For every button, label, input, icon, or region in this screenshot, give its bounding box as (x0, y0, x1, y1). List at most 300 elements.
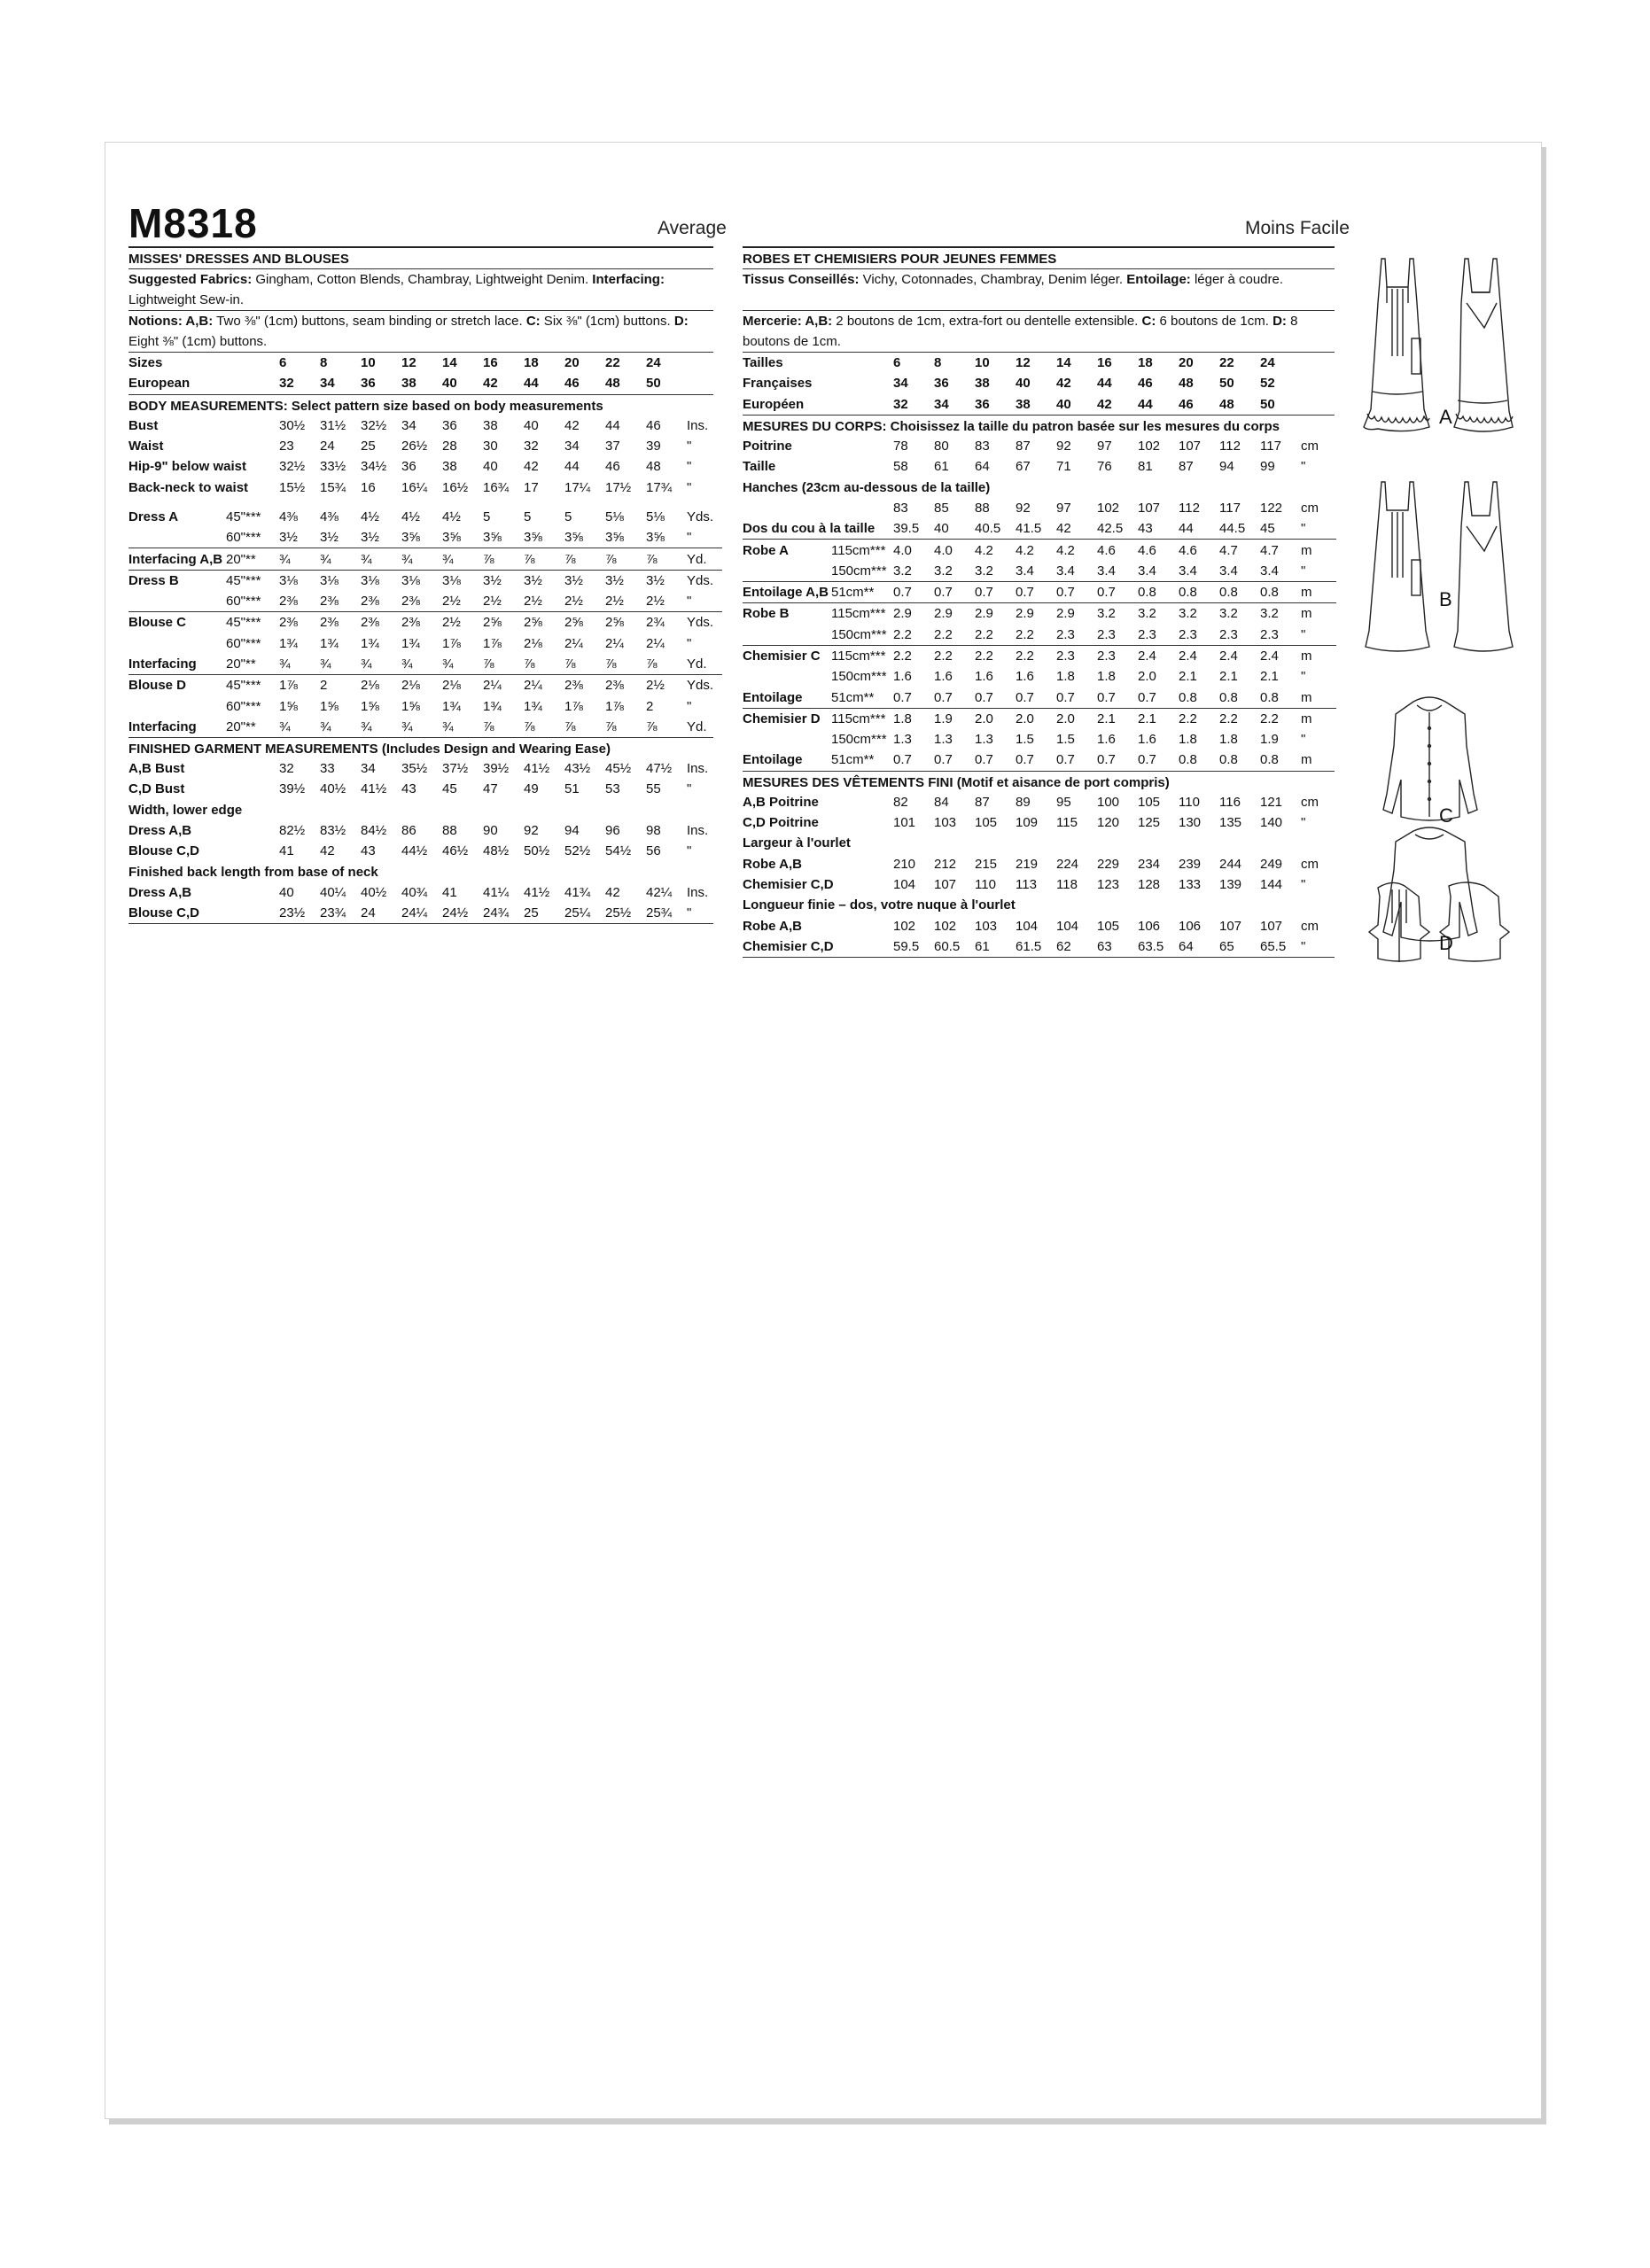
value-cell: 95 (1056, 794, 1071, 810)
value-cell: 244 (1219, 856, 1242, 872)
value-cell: 30 (483, 439, 498, 454)
value-cell: 1.8 (1219, 732, 1238, 748)
row-label: Dos du cou à la taille (743, 521, 876, 537)
value-cell: 2⅝ (524, 612, 564, 633)
unit-cell: " (687, 843, 692, 859)
value-cell: 48 (646, 459, 661, 475)
value-cell: 24½ (442, 905, 469, 921)
value-cell: 42 (605, 884, 620, 900)
value-cell: 37 (605, 439, 620, 454)
value-cell: 4.6 (1179, 540, 1219, 561)
value-cell: 2⅜ (279, 594, 298, 610)
row-label: Européen (743, 396, 805, 412)
value-cell: 98 (646, 823, 661, 839)
value-cell: 40.5 (975, 521, 1001, 537)
unit-cell: Yd. (687, 656, 707, 672)
row-label: Longueur finie – dos, votre nuque à l'ourlet (743, 897, 1016, 913)
value-cell: 102 (893, 918, 916, 934)
value-cell: 5 (483, 509, 491, 524)
value-cell: 2.2 (1016, 645, 1056, 666)
value-cell: 40½ (361, 884, 387, 900)
value-cell: 2¼ (646, 635, 665, 651)
value-cell: 17¼ (564, 479, 591, 495)
value-cell: 135 (1219, 815, 1242, 831)
value-cell: 88 (975, 500, 990, 516)
fabric-width: 60"*** (226, 698, 261, 714)
row-label (128, 591, 226, 612)
value-cell: 97 (1097, 439, 1112, 454)
unit-cell: m (1301, 645, 1336, 666)
table-row (743, 540, 1336, 561)
value-cell: 87 (1016, 439, 1031, 454)
unit-cell: " (1301, 459, 1306, 475)
table-row (743, 477, 1336, 497)
value-cell: 1.3 (893, 732, 912, 748)
french-yardage-table (743, 539, 1336, 770)
value-cell: 1.9 (934, 708, 975, 729)
value-cell: 1⅞ (605, 698, 624, 714)
value-cell: 45 (1260, 521, 1275, 537)
row-label: Françaises (743, 376, 813, 392)
value-cell: 118 (1056, 876, 1078, 892)
blouse-c-back-sketch (1383, 827, 1477, 941)
value-cell: 0.7 (1056, 581, 1097, 602)
value-cell: 24¾ (483, 905, 510, 921)
value-cell: 83 (893, 500, 908, 516)
value-cell: 4½ (442, 509, 461, 524)
value-cell: 2.3 (1219, 626, 1238, 642)
french-fabrics: Tissus Conseillés: Vichy, Cotonnades, Chambray, Denim léger. Entoilage: léger à coudre. (743, 272, 1284, 287)
value-cell: 3⅝ (524, 530, 542, 546)
table-row (128, 436, 722, 456)
row-label: Dress B (128, 570, 226, 591)
table-row (743, 625, 1336, 646)
value-cell: ⅞ (646, 718, 658, 734)
value-cell: 123 (1097, 876, 1120, 892)
value-cell: 3.4 (1056, 563, 1075, 579)
value-cell: 36 (934, 376, 949, 392)
row-label: Poitrine (743, 439, 792, 454)
value-cell: 1.9 (1260, 732, 1279, 748)
value-cell: 110 (1179, 794, 1200, 810)
value-cell: 43 (1138, 521, 1153, 537)
value-cell: 47½ (646, 761, 673, 777)
value-cell: 1⅝ (401, 698, 420, 714)
fabric-width: 150cm*** (831, 732, 887, 748)
row-label (743, 729, 831, 750)
value-cell: 41½ (361, 781, 387, 797)
value-cell: 2½ (646, 675, 687, 696)
english-finished-table (128, 758, 722, 923)
value-cell: 4½ (401, 509, 420, 524)
french-body-heading: MESURES DU CORPS: Choisissez la taille du patron basée sur les mesures du corps (743, 418, 1280, 434)
fabric-width: 20"** (226, 548, 279, 570)
value-cell: 2.2 (934, 626, 953, 642)
value-cell: ¾ (401, 718, 413, 734)
value-cell: 44 (1138, 396, 1153, 412)
value-cell: 43 (361, 843, 376, 859)
value-cell: 46 (646, 417, 661, 433)
value-cell: 87 (975, 794, 990, 810)
value-cell: 60.5 (934, 938, 961, 954)
row-label: Chemisier C (743, 645, 831, 666)
value-cell: 3½ (605, 570, 646, 591)
value-cell: 61 (975, 938, 990, 954)
value-cell: ¾ (361, 718, 372, 734)
table-row (743, 895, 1336, 915)
value-cell: 2.2 (893, 626, 912, 642)
value-cell: ⅞ (605, 718, 617, 734)
value-cell: 2.3 (1179, 626, 1197, 642)
unit-cell: cm (1301, 918, 1319, 934)
value-cell: 0.8 (1179, 752, 1197, 768)
row-label: Hanches (23cm au-dessous de la taille) (743, 479, 991, 495)
table-row (743, 729, 1336, 750)
table-row (128, 612, 722, 633)
table-row (128, 570, 722, 591)
fabric-width: 51cm** (831, 752, 875, 768)
unit-cell: " (687, 781, 692, 797)
table-row (743, 936, 1336, 957)
value-cell: 90 (483, 823, 498, 839)
value-cell: 40½ (320, 781, 346, 797)
value-cell: 0.7 (934, 581, 975, 602)
row-label: Chemisier D (743, 708, 831, 729)
value-cell: 0.7 (1016, 581, 1056, 602)
value-cell: 48 (1219, 396, 1234, 412)
value-cell: 46 (605, 459, 620, 475)
value-cell: 1.3 (934, 732, 953, 748)
value-cell: 1¾ (442, 698, 461, 714)
value-cell: 34 (893, 376, 908, 392)
value-cell: 0.7 (893, 581, 934, 602)
value-cell: 24 (361, 905, 376, 921)
value-cell: 43 (401, 781, 416, 797)
value-cell: 39½ (483, 761, 510, 777)
value-cell: 34 (564, 439, 580, 454)
row-label: European (128, 376, 191, 392)
value-cell: 100 (1097, 794, 1120, 810)
value-cell: 2.1 (1260, 669, 1279, 685)
unit-cell: cm (1301, 794, 1319, 810)
value-cell: ⅞ (605, 548, 646, 570)
value-cell: 116 (1219, 794, 1241, 810)
fabric-width: 45"*** (226, 509, 261, 524)
value-cell: 43½ (564, 761, 591, 777)
row-label: Chemisier C,D (743, 876, 834, 892)
unit-cell: " (1301, 815, 1306, 831)
english-sizes-table (128, 353, 722, 394)
value-cell: 0.7 (975, 581, 1016, 602)
view-label-d: D (1439, 932, 1453, 954)
table-row (743, 854, 1336, 874)
value-cell: 2⅛ (401, 675, 442, 696)
value-cell: 6 (279, 355, 287, 371)
english-notions: Notions: A,B: Two ⅜" (1cm) buttons, seam binding or stretch lace. C: Six ⅜" (1cm) buttons. D: Eight ⅜" (1cm) buttons. (128, 314, 689, 349)
value-cell: 4.2 (1056, 540, 1097, 561)
value-cell: 107 (934, 876, 957, 892)
value-cell: 3⅝ (564, 530, 583, 546)
fabric-width: 60"*** (226, 635, 261, 651)
value-cell: ⅞ (564, 718, 576, 734)
value-cell: 2.3 (1097, 626, 1116, 642)
value-cell: 24 (1260, 355, 1275, 371)
difficulty-english: Average (658, 218, 727, 238)
value-cell: 5⅛ (605, 509, 624, 524)
value-cell: 0.8 (1219, 689, 1238, 705)
value-cell: 120 (1097, 815, 1120, 831)
table-row (743, 561, 1336, 582)
fabric-width: 150cm*** (831, 563, 887, 579)
value-cell: 2½ (442, 594, 461, 610)
value-cell: 33 (320, 761, 335, 777)
unit-cell: " (687, 635, 692, 651)
value-cell: 23 (279, 439, 294, 454)
value-cell: 61 (934, 459, 949, 475)
value-cell: 115 (1056, 815, 1078, 831)
blouse-d-front-sketch (1369, 882, 1429, 962)
value-cell: ¾ (279, 718, 291, 734)
value-cell: 41 (442, 884, 457, 900)
row-label: Largeur à l'ourlet (743, 835, 851, 851)
value-cell: 94 (1219, 459, 1234, 475)
value-cell: 102 (1138, 439, 1161, 454)
value-cell: 2½ (524, 594, 542, 610)
value-cell: 224 (1056, 856, 1079, 872)
view-label-a: A (1439, 406, 1452, 428)
value-cell: 106 (1138, 918, 1161, 934)
value-cell: 3.2 (1179, 603, 1219, 625)
unit-cell: cm (1301, 856, 1319, 872)
value-cell: 83 (975, 439, 990, 454)
value-cell: 1⅞ (483, 635, 502, 651)
value-cell: 103 (934, 815, 957, 831)
value-cell: 107 (1179, 439, 1202, 454)
value-cell: 41½ (524, 761, 550, 777)
table-row (743, 456, 1336, 477)
table-row (743, 833, 1336, 853)
value-cell: 52 (1260, 376, 1275, 392)
value-cell: 32½ (361, 417, 387, 433)
unit-cell: " (687, 479, 692, 495)
value-cell: 103 (975, 918, 998, 934)
table-row (128, 903, 722, 923)
table-row (743, 792, 1336, 812)
value-cell: 2.4 (1260, 645, 1301, 666)
value-cell: 3.2 (934, 563, 953, 579)
value-cell: 2.9 (975, 603, 1016, 625)
value-cell: 2⅛ (442, 675, 483, 696)
value-cell: 47 (483, 781, 498, 797)
value-cell: 102 (934, 918, 957, 934)
value-cell: 249 (1260, 856, 1283, 872)
english-fabrics: Suggested Fabrics: Gingham, Cotton Blends, Chambray, Lightweight Denim. Interfacing: Lightweight Sew-in. (128, 272, 665, 307)
value-cell: 5⅛ (646, 509, 665, 524)
value-cell: 0.7 (1016, 752, 1034, 768)
value-cell: 64 (975, 459, 990, 475)
dress-a-back-sketch (1454, 259, 1513, 431)
value-cell: ⅞ (646, 656, 658, 672)
value-cell: 51 (564, 781, 580, 797)
table-row (128, 820, 722, 841)
value-cell: 25½ (605, 905, 632, 921)
value-cell: 128 (1138, 876, 1161, 892)
table-row (743, 498, 1336, 518)
value-cell: 3.2 (1138, 603, 1179, 625)
value-cell: 3½ (279, 530, 298, 546)
value-cell: 89 (1016, 794, 1031, 810)
value-cell: 130 (1179, 815, 1202, 831)
value-cell: 25¾ (646, 905, 673, 921)
table-row (128, 758, 722, 779)
value-cell: ⅞ (646, 548, 687, 570)
value-cell: 4.0 (934, 540, 975, 561)
unit-cell: m (1301, 581, 1336, 602)
value-cell: 61.5 (1016, 938, 1042, 954)
value-cell: 0.7 (1138, 752, 1156, 768)
value-cell: 117 (1260, 439, 1281, 454)
value-cell: ⅞ (605, 656, 617, 672)
value-cell: 2⅜ (320, 612, 361, 633)
unit-cell: " (1301, 521, 1306, 537)
value-cell: 42.5 (1097, 521, 1124, 537)
value-cell: 1.6 (975, 669, 993, 685)
value-cell: 22 (1219, 355, 1234, 371)
value-cell: 3½ (646, 570, 687, 591)
row-label: Dress A,B (128, 884, 192, 900)
value-cell: 92 (524, 823, 539, 839)
value-cell: 53 (605, 781, 620, 797)
value-cell: 2.2 (1016, 626, 1034, 642)
value-cell: 2.2 (975, 626, 993, 642)
table-row (743, 750, 1336, 770)
unit-cell: Ins. (687, 884, 709, 900)
value-cell: 5 (524, 509, 532, 524)
fabric-width: 115cm*** (831, 540, 893, 561)
value-cell: 22 (605, 355, 620, 371)
value-cell: 17 (524, 479, 539, 495)
value-cell: 1.8 (1097, 669, 1116, 685)
value-cell: 31½ (320, 417, 346, 433)
pattern-number: M8318 (128, 200, 258, 246)
value-cell: 2.9 (1016, 603, 1056, 625)
table-row (128, 477, 722, 497)
value-cell: 1.8 (1179, 732, 1197, 748)
value-cell: 50½ (524, 843, 550, 859)
unit-cell (1301, 373, 1336, 393)
fabric-width: 150cm*** (831, 669, 887, 685)
value-cell: 40 (279, 884, 294, 900)
row-label: Interfacing (128, 656, 197, 672)
row-label: Blouse C (128, 612, 226, 633)
value-cell: 99 (1260, 459, 1275, 475)
value-cell: 3⅝ (646, 530, 665, 546)
value-cell: 0.8 (1179, 581, 1219, 602)
value-cell: 14 (442, 355, 457, 371)
value-cell: 0.7 (975, 689, 993, 705)
value-cell: 105 (1097, 918, 1120, 934)
table-row (128, 882, 722, 903)
row-label: Robe B (743, 603, 831, 625)
value-cell: 40 (483, 459, 498, 475)
dress-a-front-sketch (1364, 259, 1429, 431)
value-cell: 2¼ (483, 675, 524, 696)
value-cell: 32 (279, 761, 294, 777)
unit-cell: " (687, 594, 692, 610)
value-cell: 139 (1219, 876, 1242, 892)
table-row (128, 800, 722, 820)
value-cell: 3.4 (1138, 563, 1156, 579)
value-cell: 15½ (279, 479, 306, 495)
value-cell: 2⅜ (605, 675, 646, 696)
unit-cell: " (687, 439, 692, 454)
value-cell: 3⅛ (320, 570, 361, 591)
value-cell: 23½ (279, 905, 306, 921)
value-cell: 2.4 (1179, 645, 1219, 666)
value-cell: 3⅛ (361, 570, 401, 591)
value-cell: 63 (1097, 938, 1112, 954)
value-cell: 38 (1016, 396, 1031, 412)
value-cell: 2¼ (605, 635, 624, 651)
value-cell: 1¾ (279, 635, 298, 651)
value-cell: ¾ (442, 548, 483, 570)
row-label: A,B Bust (128, 761, 185, 777)
table-row (743, 394, 1336, 415)
unit-cell: Ins. (687, 761, 709, 777)
value-cell: ⅞ (524, 718, 535, 734)
value-cell: 3½ (564, 570, 605, 591)
row-label: Robe A,B (743, 918, 802, 934)
unit-cell: Ins. (687, 823, 709, 839)
value-cell: 45 (442, 781, 457, 797)
value-cell: 24¼ (401, 905, 428, 921)
table-row (743, 687, 1336, 708)
value-cell: 2½ (564, 594, 583, 610)
value-cell: 2⅛ (524, 635, 542, 651)
value-cell: 88 (442, 823, 457, 839)
value-cell: ¾ (320, 656, 331, 672)
value-cell: 48 (1179, 376, 1194, 392)
value-cell: 2.0 (1056, 708, 1097, 729)
row-label: Finished back length from base of neck (128, 864, 378, 880)
unit-cell: cm (1301, 439, 1319, 454)
fabric-width: 60"*** (226, 594, 261, 610)
value-cell: 2.3 (1097, 645, 1138, 666)
value-cell: 110 (975, 876, 996, 892)
row-label (128, 695, 226, 716)
value-cell: 42 (1056, 521, 1071, 537)
row-label: Entoilage (743, 752, 803, 768)
fabric-width: 51cm** (831, 581, 893, 602)
value-cell: 46½ (442, 843, 469, 859)
value-cell: 1.6 (1138, 732, 1156, 748)
value-cell: 2½ (442, 612, 483, 633)
value-cell: 16¼ (401, 479, 428, 495)
value-cell: 62 (1056, 938, 1071, 954)
table-row (128, 717, 722, 737)
fabric-width: 45"*** (226, 675, 279, 696)
value-cell: 44 (524, 376, 539, 392)
value-cell: 1⅝ (361, 698, 379, 714)
value-cell: 133 (1179, 876, 1202, 892)
value-cell: 0.8 (1138, 581, 1179, 602)
fabric-width: 150cm*** (831, 626, 887, 642)
value-cell: 83½ (320, 823, 346, 839)
value-cell: 4.2 (1016, 540, 1056, 561)
value-cell: 41.5 (1016, 521, 1042, 537)
value-cell: 122 (1260, 500, 1283, 516)
table-row (743, 353, 1336, 373)
